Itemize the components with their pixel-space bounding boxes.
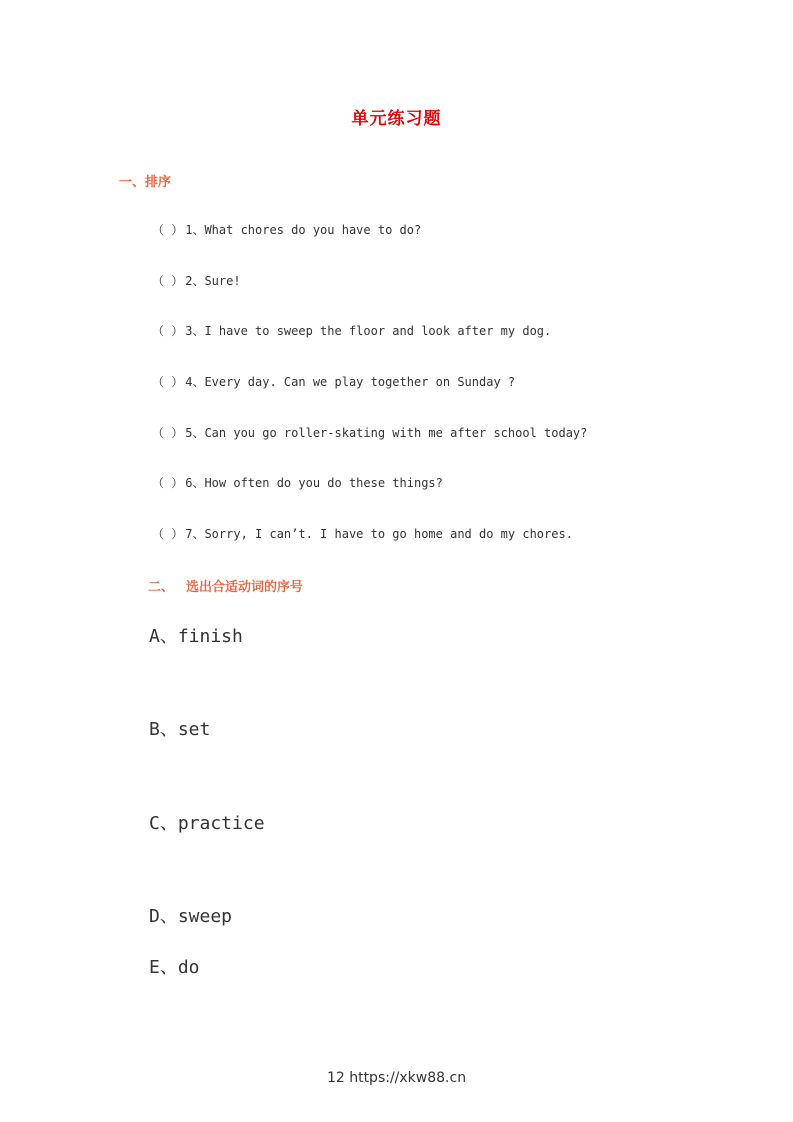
- sentence-text: 2、Sure!: [185, 273, 241, 288]
- option-b: B、set: [149, 719, 211, 740]
- list-item: [152, 222, 587, 273]
- ordering-list: [152, 222, 587, 577]
- section-heading-text: 选出合适动词的序号: [186, 580, 304, 595]
- sentence-text: 6、How often do you do these things?: [185, 476, 443, 491]
- answer-blank: （ ）: [152, 223, 184, 237]
- list-item: [152, 374, 587, 425]
- option-a: A、finish: [149, 626, 243, 647]
- answer-blank: （ ）: [152, 527, 184, 542]
- sentence-text: 7、Sorry, I can’t. I have to go home and do my chores.: [185, 527, 573, 542]
- answer-blank: （ ）: [152, 324, 184, 339]
- list-item: [152, 425, 587, 476]
- sentence-text: 3、I have to sweep the floor and look after my dog.: [185, 324, 552, 339]
- sentence-text: 1、What chores do you have to do?: [185, 223, 422, 237]
- list-item: [152, 323, 587, 374]
- answer-blank: （ ）: [152, 425, 184, 440]
- answer-blank: （ ）: [152, 375, 184, 390]
- list-item: [152, 526, 587, 577]
- answer-blank: （ ）: [152, 476, 184, 491]
- section-number: 二、: [148, 580, 175, 595]
- list-item: [152, 273, 587, 324]
- page-footer: 12 https://xkw88.cn: [326, 1070, 467, 1086]
- option-e: E、do: [149, 957, 200, 978]
- section-heading-ordering: 一、排序: [119, 175, 172, 190]
- sentence-text: 4、Every day. Can we play together on Sunday ?: [185, 375, 516, 390]
- section-heading-verbs: [148, 576, 303, 595]
- page-title: 单元练习题: [351, 109, 442, 129]
- answer-blank: （ ）: [152, 273, 184, 288]
- sentence-text: 5、Can you go roller-skating with me after school today?: [185, 425, 588, 440]
- option-d: D、sweep: [149, 906, 233, 927]
- list-item: [152, 475, 587, 526]
- option-c: C、practice: [149, 813, 265, 834]
